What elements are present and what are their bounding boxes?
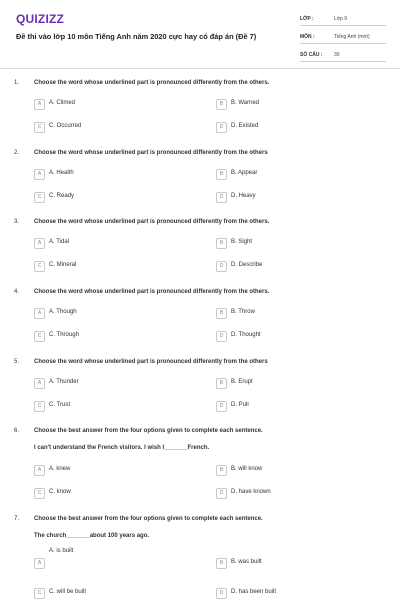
question-sentence: The church_______about 100 years ago. xyxy=(34,533,150,539)
option-text: A. Health xyxy=(49,170,74,176)
option-letter-box[interactable]: A xyxy=(34,99,45,110)
option-text: D. Heavy xyxy=(231,193,256,199)
question-number: 2. xyxy=(14,150,20,156)
option-letter-box[interactable]: A xyxy=(34,169,45,180)
option-letter-box[interactable]: D xyxy=(216,261,227,272)
question-text: Choose the word whose underlined part is pronounced differently from the others xyxy=(34,359,268,365)
option-text: D. has been built xyxy=(231,589,277,595)
option-text: C. Occurred xyxy=(49,123,82,129)
option-text: C. Trust xyxy=(49,402,71,408)
option-letter-box[interactable]: B xyxy=(216,465,227,476)
question-number: 4. xyxy=(14,289,20,295)
option-letter-box[interactable]: D xyxy=(216,488,227,499)
meta-value: Lớp 9 xyxy=(334,15,348,22)
option-text: B. Warned xyxy=(231,100,260,106)
meta-row-subject xyxy=(300,30,386,44)
option-letter-box[interactable]: B xyxy=(216,308,227,319)
option-text: A. is built xyxy=(49,548,74,554)
option-text: A. Thunder xyxy=(49,379,79,385)
option-letter-box[interactable]: D xyxy=(216,122,227,133)
meta-key: SỐ CÂU : xyxy=(300,51,323,58)
option-text: B. Sight xyxy=(231,239,253,245)
question-text: Choose the word whose underlined part is pronounced differently from the others. xyxy=(34,80,270,86)
option-letter-box[interactable]: A xyxy=(34,308,45,319)
option-letter-box[interactable]: B xyxy=(216,238,227,249)
question-text: Choose the word whose underlined part is pronounced differently from the others xyxy=(34,150,268,156)
option-letter-box[interactable]: B xyxy=(216,169,227,180)
quizizz-logo: QUIZIZZ xyxy=(16,12,65,26)
meta-row-count xyxy=(300,48,386,62)
option-text: B. Throw xyxy=(231,309,255,315)
option-letter-box[interactable]: B xyxy=(216,378,227,389)
question-number: 3. xyxy=(14,219,20,225)
option-letter-box[interactable]: A xyxy=(34,378,45,389)
question-number: 7. xyxy=(14,516,20,522)
question-text: Choose the best answer from the four options given to complete each sentence. xyxy=(34,428,263,434)
meta-key: LỚP : xyxy=(300,15,314,22)
option-letter-box[interactable]: A xyxy=(34,465,45,476)
option-letter-box[interactable]: C xyxy=(34,401,45,412)
option-text: D. Existed xyxy=(231,123,259,129)
option-letter-box[interactable]: C xyxy=(34,331,45,342)
option-text: D. Thought xyxy=(231,332,261,338)
meta-key: MÔN : xyxy=(300,33,315,40)
option-letter-box[interactable]: C xyxy=(34,588,45,599)
option-text: A. Though xyxy=(49,309,77,315)
option-text: C. know xyxy=(49,489,71,495)
meta-value: 30 xyxy=(334,51,340,58)
question-text: Choose the word whose underlined part is pronounced differently from the others. xyxy=(34,289,270,295)
option-letter-box[interactable]: B xyxy=(216,99,227,110)
option-letter-box[interactable]: D xyxy=(216,192,227,203)
option-letter-box[interactable]: A xyxy=(34,238,45,249)
option-letter-box[interactable]: B xyxy=(216,558,227,569)
header-divider xyxy=(0,68,400,69)
option-text: A. Tidal xyxy=(49,239,70,245)
question-text: Choose the best answer from the four options given to complete each sentence. xyxy=(34,516,263,522)
option-letter-box[interactable]: C xyxy=(34,192,45,203)
option-text: C. will be built xyxy=(49,589,87,595)
option-text: C. Ready xyxy=(49,193,75,199)
question-number: 1. xyxy=(14,80,20,86)
question-sentence: I can't understand the French visitors. I wish I_______French. xyxy=(34,445,210,451)
option-letter-box[interactable]: D xyxy=(216,588,227,599)
option-text: B. Erupt xyxy=(231,379,253,385)
question-number: 5. xyxy=(14,359,20,365)
option-text: C. Mineral xyxy=(49,262,77,268)
option-text: D. Describe xyxy=(231,262,263,268)
option-text: D. have known xyxy=(231,489,271,495)
worksheet-title: Đề thi vào lớp 10 môn Tiếng Anh năm 2020 cực hay có đáp án (Đề 7) xyxy=(16,32,257,41)
option-text: B. Appear xyxy=(231,170,258,176)
option-letter-box[interactable]: C xyxy=(34,261,45,272)
meta-value: Tiếng Anh (mới) xyxy=(334,33,370,40)
option-letter-box[interactable]: C xyxy=(34,488,45,499)
option-text: D. Pull xyxy=(231,402,249,408)
question-text: Choose the word whose underlined part is pronounced differently from the others. xyxy=(34,219,270,225)
option-text: A. knew xyxy=(49,466,71,472)
meta-row-class xyxy=(300,12,386,26)
option-text: A. Climed xyxy=(49,100,76,106)
option-letter-box[interactable]: D xyxy=(216,401,227,412)
option-letter-box[interactable]: C xyxy=(34,122,45,133)
option-text: B. will know xyxy=(231,466,263,472)
worksheet-meta xyxy=(300,12,386,66)
option-text: B. was built xyxy=(231,559,262,565)
question-number: 6. xyxy=(14,428,20,434)
worksheet-header xyxy=(0,0,400,68)
option-letter-box[interactable]: A xyxy=(34,558,45,569)
option-text: C. Through xyxy=(49,332,79,338)
option-letter-box[interactable]: D xyxy=(216,331,227,342)
